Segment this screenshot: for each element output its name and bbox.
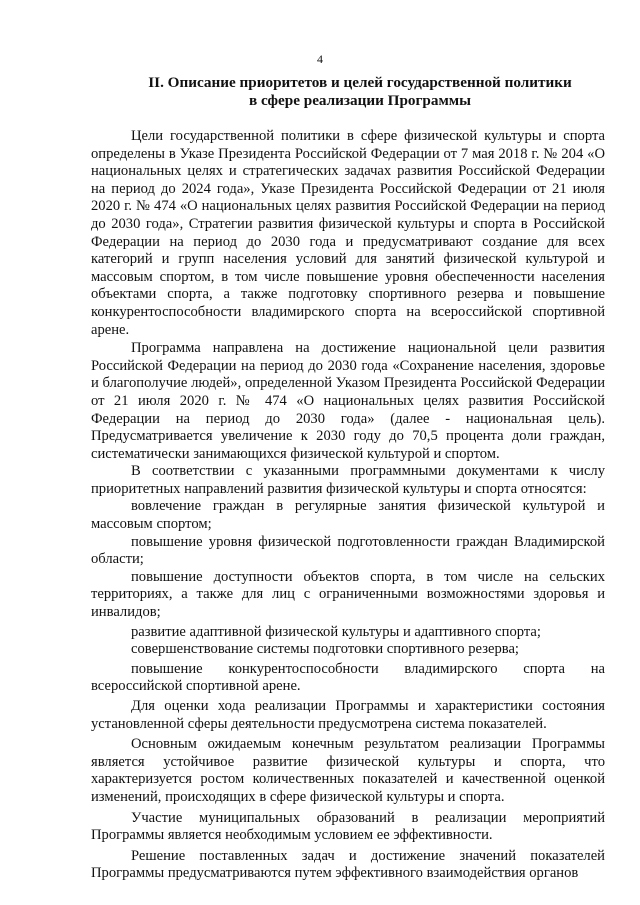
list-item: вовлечение граждан в регулярные занятия физической культурой и массовым спортом; bbox=[91, 498, 605, 533]
paragraph: Программа направлена на достижение национальной цели развития Российской Федерации на период до 2030 года «Сохранение населения, здоровье и благополучие людей», определенной Указом Президента Российской Федерации от 21 июля 2020 г. № 474 «О национальных целях развития Российской Федерации на период до 2030 года» (далее - национальная цель). Предусматривается увеличение к 2030 году до 70,5 процента доли граждан, систематически занимающихся физической культурой и спортом. bbox=[91, 340, 605, 462]
list-item: повышение уровня физической подготовленности граждан Владимирской области; bbox=[91, 533, 605, 568]
paragraph: Основным ожидаемым конечным результатом реализации Программы является устойчивое развитие физической культуры и спорта, что характеризуется ростом количественных показателей и качественной оценкой изменений, происходящих в сфере физической культуры и спорта. bbox=[91, 736, 605, 805]
section-heading-line-1: II. Описание приоритетов и целей государственной политики bbox=[148, 74, 572, 91]
section-heading-line-2: в сфере реализации Программы bbox=[248, 92, 472, 109]
list-item: развитие адаптивной физической культуры и адаптивного спорта; bbox=[131, 623, 541, 640]
paragraph: Для оценки хода реализации Программы и характеристики состояния установленной сферы деятельности предусмотрена система показателей. bbox=[91, 698, 605, 732]
paragraph: Участие муниципальных образований в реализации мероприятий Программы является необходимым условием ее эффективности. bbox=[91, 809, 605, 844]
list-item: совершенствование системы подготовки спортивного резерва; bbox=[131, 641, 519, 658]
paragraph: В соответствии с указанными программными документами к числу приоритетных направлений развития физической культуры и спорта относятся: bbox=[91, 463, 605, 497]
paragraph: Цели государственной политики в сфере физической культуры и спорта определены в Указе Президента Российской Федерации от 7 мая 2018 г. № 204 «О национальных целях и стратегических задачах развития Российской Федерации на период до 2024 года», Указе Президента Российской Федерации от 21 июля 2020 г. № 474 «О национальных целях развития Российской Федерации на период до 2030 года», Стратегии развития физической культуры и спорта в Российской Федерации на период до 2030 года и предусматривают создание для всех категорий и групп населения условий для занятий физической культурой и массовым спортом, в том числе повышение уровня обеспеченности населения объектами спорта, а также подготовку спортивного резерва и повышение конкурентоспособности владимирского спорта на всероссийской спортивной арене. bbox=[91, 128, 605, 338]
page-number: 4 bbox=[317, 52, 323, 66]
document-body bbox=[91, 128, 605, 883]
section-heading bbox=[80, 74, 640, 110]
list-item: повышение доступности объектов спорта, в том числе на сельских территориях, а также для лиц с ограниченными возможностями здоровья и инвалидов; bbox=[91, 568, 605, 621]
list-item: повышение конкурентоспособности владимирского спорта на всероссийской спортивной арене. bbox=[91, 660, 605, 695]
paragraph: Решение поставленных задач и достижение значений показателей Программы предусматриваются путем эффективного взаимодействия органов bbox=[91, 847, 605, 882]
